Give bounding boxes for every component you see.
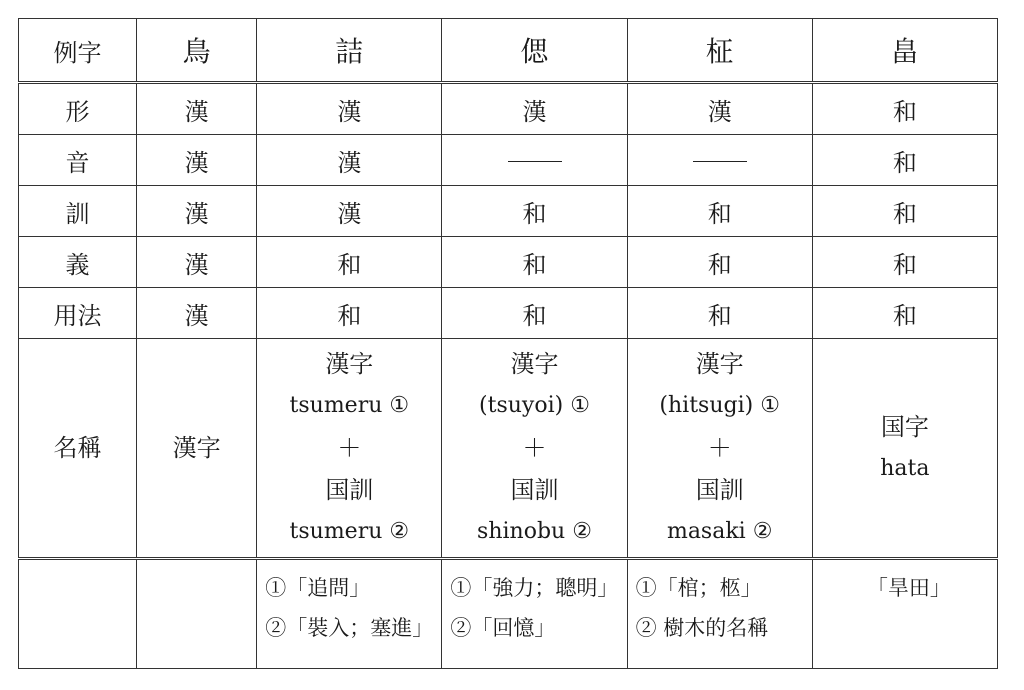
header-label: 例字 — [19, 19, 137, 83]
table-cell — [627, 135, 812, 186]
row-label: 用法 — [19, 288, 137, 339]
cell-line: tsumeru ① — [289, 393, 410, 418]
header-char-2: 詰 — [257, 19, 442, 83]
table-cell: 和 — [812, 288, 997, 339]
header-char-1: 鳥 — [137, 19, 257, 83]
cell-line: 漢字 — [510, 350, 559, 378]
cell-line: 漢字 — [325, 350, 374, 378]
cell-line: 国訓 — [325, 476, 374, 504]
row-sound — [19, 135, 998, 186]
table-cell — [812, 339, 997, 559]
row-usage — [19, 288, 998, 339]
table-cell: 漢 — [137, 186, 257, 237]
cell-line: 国訓 — [695, 476, 744, 504]
cell-line: 国字 — [880, 413, 929, 441]
kanji-classification-table — [18, 18, 998, 669]
table-cell: 漢 — [137, 83, 257, 135]
cell-line: (tsuyoi) ① — [479, 393, 590, 418]
note-line: ①「追問」 — [265, 576, 371, 600]
table-cell — [442, 339, 627, 559]
row-reading — [19, 186, 998, 237]
table-cell: 和 — [442, 186, 627, 237]
table-cell-empty — [137, 559, 257, 669]
table-cell: 漢 — [257, 83, 442, 135]
note-line: ①「棺；柩」 — [635, 576, 762, 600]
header-char-4: 柾 — [627, 19, 812, 83]
table-cell — [627, 339, 812, 559]
table-cell — [442, 559, 627, 669]
cell-line: (hitsugi) ① — [659, 393, 780, 418]
cell-line: 漢字 — [695, 350, 744, 378]
table-cell — [257, 559, 442, 669]
row-label: 形 — [19, 83, 137, 135]
table-cell: 漢 — [627, 83, 812, 135]
table-cell: 漢 — [257, 186, 442, 237]
note-line: 「旱田」 — [866, 576, 951, 600]
table-cell: 漢 — [137, 237, 257, 288]
note-line: ②「回憶」 — [450, 616, 556, 640]
table-cell: 漢 — [137, 288, 257, 339]
dash-mark — [693, 161, 747, 162]
table-cell: 漢 — [137, 135, 257, 186]
row-notes — [19, 559, 998, 669]
note-line: ①「強力；聰明」 — [450, 576, 619, 600]
table-cell: 和 — [812, 186, 997, 237]
cell-line: hata — [880, 456, 930, 481]
table-cell — [812, 559, 997, 669]
table-cell: 和 — [627, 288, 812, 339]
table-cell: 和 — [812, 135, 997, 186]
dash-mark — [508, 161, 562, 162]
cell-line: tsumeru ② — [289, 519, 410, 544]
table-cell: 和 — [257, 288, 442, 339]
row-label: 義 — [19, 237, 137, 288]
table-cell: 和 — [442, 237, 627, 288]
table-cell: 和 — [257, 237, 442, 288]
cell-line: masaki ② — [666, 519, 773, 544]
table-cell: 漢 — [257, 135, 442, 186]
note-line: ②「裝入；塞進」 — [265, 616, 434, 640]
row-name — [19, 339, 998, 559]
table-cell-empty — [19, 559, 137, 669]
header-row — [19, 19, 998, 83]
row-label: 訓 — [19, 186, 137, 237]
cell-line: shinobu ② — [477, 519, 592, 544]
table-cell — [257, 339, 442, 559]
row-form — [19, 83, 998, 135]
table-cell: 和 — [627, 237, 812, 288]
table-cell — [442, 135, 627, 186]
cell-line: ＋ — [337, 434, 362, 462]
row-meaning — [19, 237, 998, 288]
row-label: 音 — [19, 135, 137, 186]
table-cell: 和 — [442, 288, 627, 339]
cell-line: ＋ — [707, 434, 732, 462]
header-char-3: 偲 — [442, 19, 627, 83]
row-label: 名稱 — [19, 339, 137, 559]
table-cell: 和 — [812, 237, 997, 288]
table-cell — [627, 559, 812, 669]
table-cell: 和 — [812, 83, 997, 135]
header-char-5: 畠 — [812, 19, 997, 83]
note-line: ② 樹木的名稱 — [635, 616, 769, 640]
table-cell: 和 — [627, 186, 812, 237]
table-cell: 漢字 — [137, 339, 257, 559]
table-cell: 漢 — [442, 83, 627, 135]
cell-line: 国訓 — [510, 476, 559, 504]
cell-line: ＋ — [522, 434, 547, 462]
